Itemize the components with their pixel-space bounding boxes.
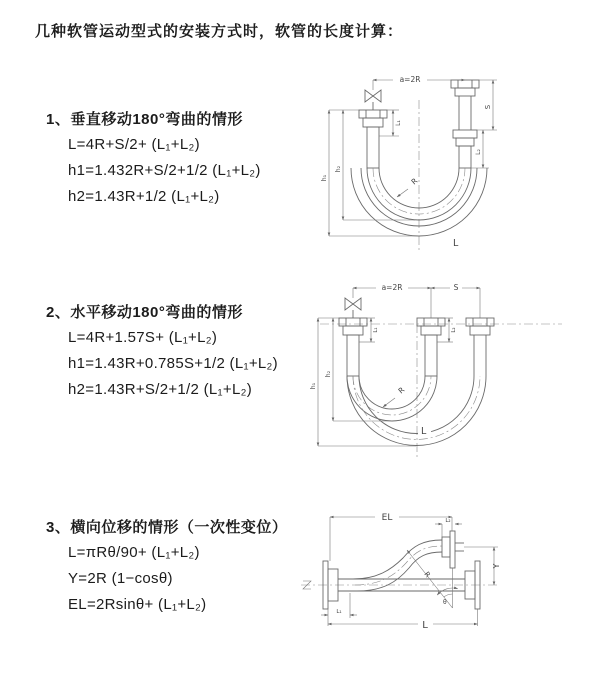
dim-label-h1: h₁ <box>321 174 328 182</box>
left-pipe-end <box>359 110 387 168</box>
dimension-h2 <box>329 110 415 220</box>
hose-u-bends <box>347 376 486 446</box>
middle-pipe-end <box>417 318 445 376</box>
section-1-formula-h1: h1=1.432R+S/2+1/2 (L₁+L₂) <box>68 162 261 179</box>
section-1-formula-L: L=4R+S/2+ (L₁+L₂) <box>68 136 200 153</box>
left-pipe-end <box>339 318 367 376</box>
upper-flange <box>442 531 464 568</box>
length-label: L <box>453 238 459 249</box>
dim-label-y: Y <box>492 563 501 569</box>
valve-icon <box>365 90 381 110</box>
section-3-formula-EL: EL=2Rsinθ+ (L₁+L₂) <box>68 596 207 613</box>
dimension-l2 <box>435 518 462 537</box>
section-3 <box>46 516 321 618</box>
section-1 <box>46 108 321 210</box>
dim-label-l2: L₂ <box>475 149 482 155</box>
dimension-l2 <box>437 318 457 342</box>
dim-label-l1: L₁ <box>373 327 379 333</box>
diagram-vertical-180 <box>315 66 595 268</box>
radius-label: R <box>396 385 407 396</box>
dim-label-l2: L₂ <box>451 327 457 333</box>
section-1-heading: 1、垂直移动180°弯曲的情形 <box>46 111 243 128</box>
length-label: L <box>422 620 428 631</box>
dimension-a2r <box>353 282 431 318</box>
right-pipe-end <box>466 318 494 376</box>
section-2-formula-h2: h2=1.43R+S/2+1/2 (L₁+L₂) <box>68 381 253 398</box>
radius-callout <box>383 385 406 407</box>
angle-label: θ <box>443 599 447 606</box>
dim-label-l1: L₁ <box>336 609 342 615</box>
section-3-formula-L: L=πRθ/90+ (L₁+L₂) <box>68 544 200 561</box>
radius-label: R <box>422 570 432 580</box>
radius-callout <box>397 176 419 197</box>
dim-label-h1: h₁ <box>310 382 317 390</box>
section-3-heading: 3、横向位移的情形（一次性变位） <box>46 519 288 536</box>
dimension-s <box>431 282 480 318</box>
valve-icon <box>345 298 361 318</box>
dimension-h2 <box>318 318 392 421</box>
dim-label-h2: h₂ <box>325 370 332 378</box>
dim-label-s: S <box>453 283 459 292</box>
dim-label-s: S <box>484 104 492 110</box>
dimension-h1 <box>310 318 416 446</box>
section-2-formula-L: L=4R+1.57S+ (L₁+L₂) <box>68 329 218 346</box>
dim-label-h2: h₂ <box>335 165 342 173</box>
diagram-lateral-displacement <box>297 500 512 650</box>
page-title: 几种软管运动型式的安装方式时，软管的长度计算： <box>35 23 404 40</box>
dim-label-el: EL <box>381 513 393 523</box>
dimension-l <box>328 609 478 631</box>
section-2 <box>46 301 321 403</box>
length-label: L <box>421 426 427 437</box>
diagram-horizontal-180 <box>306 276 591 464</box>
dim-label-l1: L₁ <box>395 120 402 126</box>
dimension-s <box>477 80 497 130</box>
dim-label-a2r: a=2R <box>399 75 421 84</box>
section-3-formula-Y: Y=2R (1−cosθ) <box>68 570 173 587</box>
dimension-l1 <box>379 110 402 136</box>
dimension-y <box>464 547 501 585</box>
length-callout <box>418 425 431 437</box>
dimension-l2 <box>471 130 489 168</box>
section-2-heading: 2、水平移动180°弯曲的情形 <box>46 304 243 321</box>
dimension-el <box>330 511 452 561</box>
centerlines <box>320 324 562 458</box>
dimension-l1 <box>359 318 379 342</box>
section-2-formula-h1: h1=1.43R+0.785S+1/2 (L₁+L₂) <box>68 355 278 372</box>
centerline <box>301 581 498 589</box>
dim-label-l2: L₂ <box>445 518 451 524</box>
section-1-formula-h2: h2=1.43R+1/2 (L₁+L₂) <box>68 188 220 205</box>
displaced-hose-curve <box>353 540 442 591</box>
dimension-l1 <box>321 593 357 618</box>
dim-label-a2r: a=2R <box>381 283 403 292</box>
radius-label: R <box>409 176 420 187</box>
